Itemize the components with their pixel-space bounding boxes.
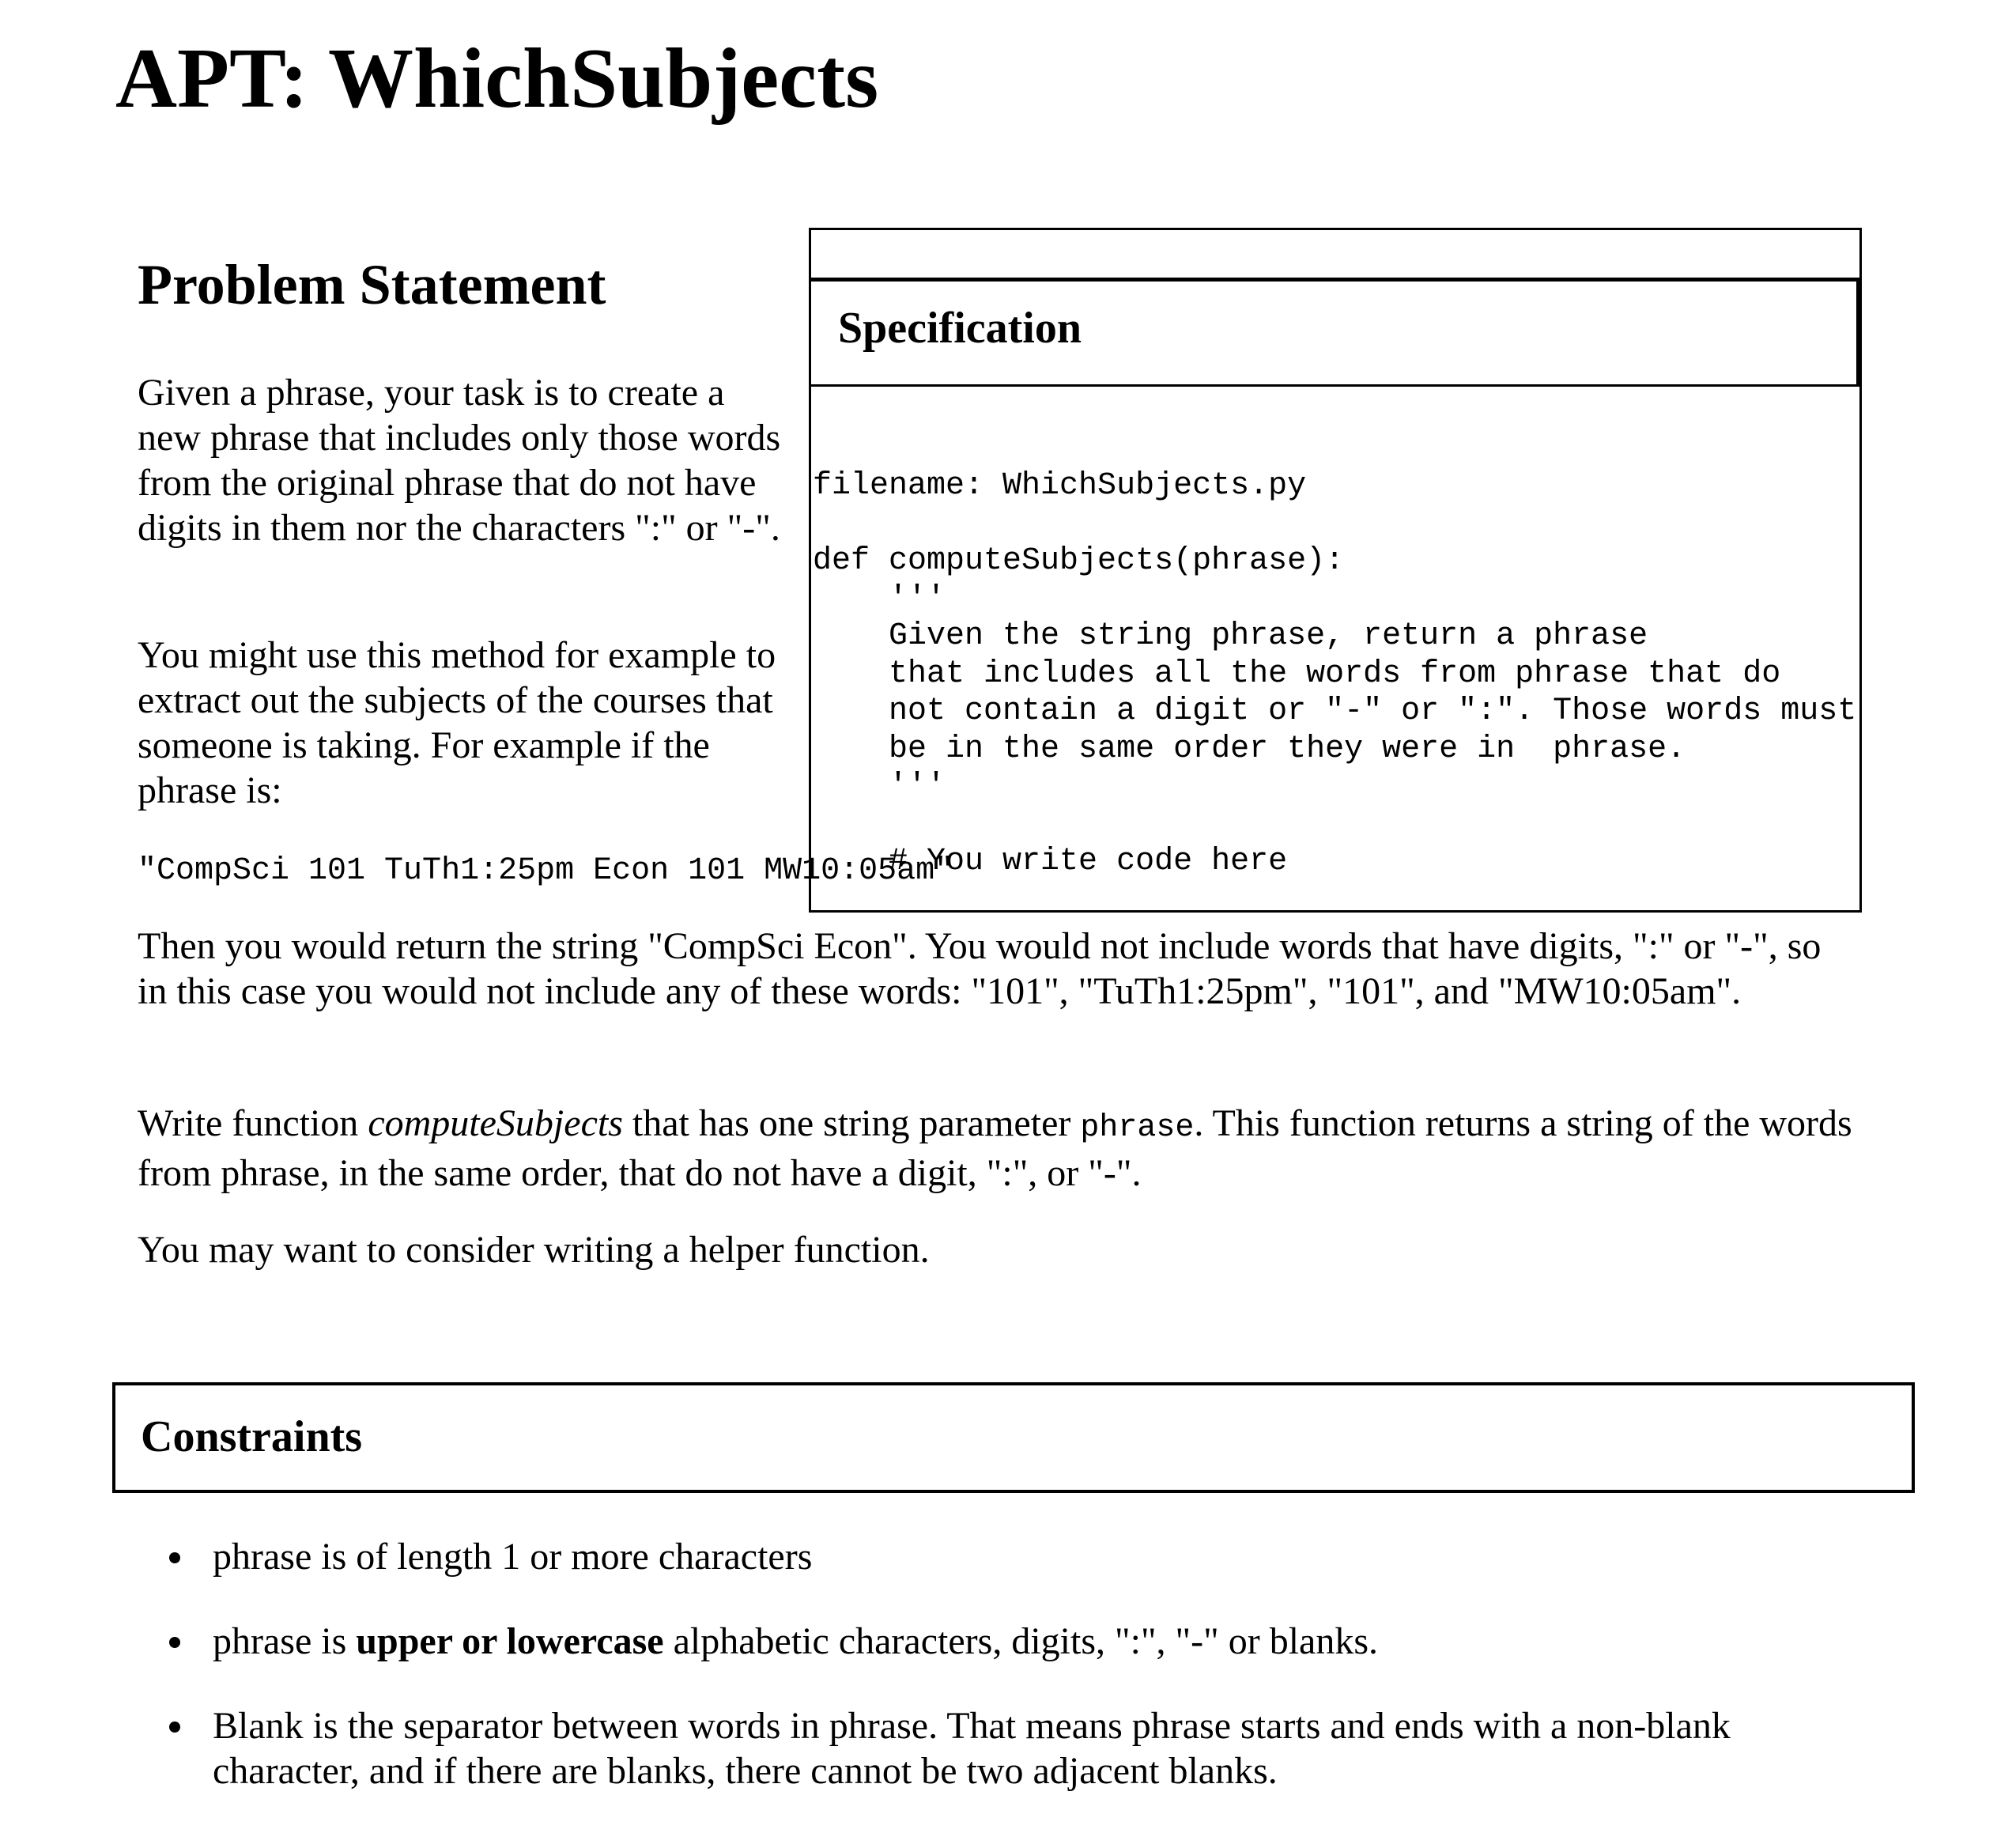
constraint-text-1: phrase is of length 1 or more characters [213,1536,813,1578]
constraint-text-2-bold: upper or lowercase [356,1620,664,1662]
problem-paragraph-intro: Given a phrase, your task is to create a new phrase that includes only those words from the original phrase that do not have digits in them nor the characters ":" or "-". [138,372,781,549]
constraints-list [138,1534,1877,1833]
constraint-text-2a: phrase is [213,1620,357,1662]
bullet-icon [169,1722,180,1733]
function-name: computeSubjects [368,1102,623,1144]
specification-heading: Specification [838,304,1082,353]
problem-paragraph-function [138,1101,1861,1196]
page-title: APT: WhichSubjects [115,32,879,126]
bullet-icon [169,1637,180,1648]
bullet-icon [169,1552,180,1563]
problem-paragraph-example-intro: You might use this method for example to extract out the subjects of the courses that someone is taking. For example if the phrase is: [138,634,776,811]
constraint-text-2b: alphabetic characters, digits, ":", "-" or blanks. [663,1620,1379,1662]
parameter-name: phrase [1080,1110,1195,1146]
constraints-heading: Constraints [141,1412,363,1461]
example-phrase: "CompSci 101 TuTh1:25pm Econ 101 MW10:05am" [138,853,954,889]
problem-statement-heading: Problem Statement [138,253,606,316]
list-item [138,1703,1877,1793]
function-text-3: . This function returns a string of the words from phrase, in the same order, that do not have a digit, ":", or "-". [138,1102,1852,1194]
function-text-1: Write function [138,1102,368,1144]
list-item [138,1534,1877,1579]
specification-header [811,278,1859,387]
problem-paragraph-result: Then you would return the string "CompSci Econ". You would not include words that have digits, ":" or "-", so in this case you would not include any of these words: "101", "TuTh1:25pm", "101", and "MW10:05am". [138,925,1822,1012]
problem-paragraph-helper: You may want to consider writing a helper function. [138,1229,930,1271]
specification-code: filename: WhichSubjects.py def computeSubjects(phrase): ''' Given the string phrase, return a phrase that includes all the words from phrase that do not contain a digit or "-" or ":". Those words must be in the same order they were in phrase. ''' # You write code here [813,468,1857,879]
constraint-text-3: Blank is the separator between words in phrase. That means phrase starts and ends with a non-blank character, and if there are blanks, there cannot be two adjacent blanks. [213,1705,1731,1792]
function-text-2: that has one string parameter [622,1102,1081,1144]
list-item [138,1619,1877,1664]
constraints-header-box [112,1382,1915,1493]
specification-box [809,228,1862,913]
